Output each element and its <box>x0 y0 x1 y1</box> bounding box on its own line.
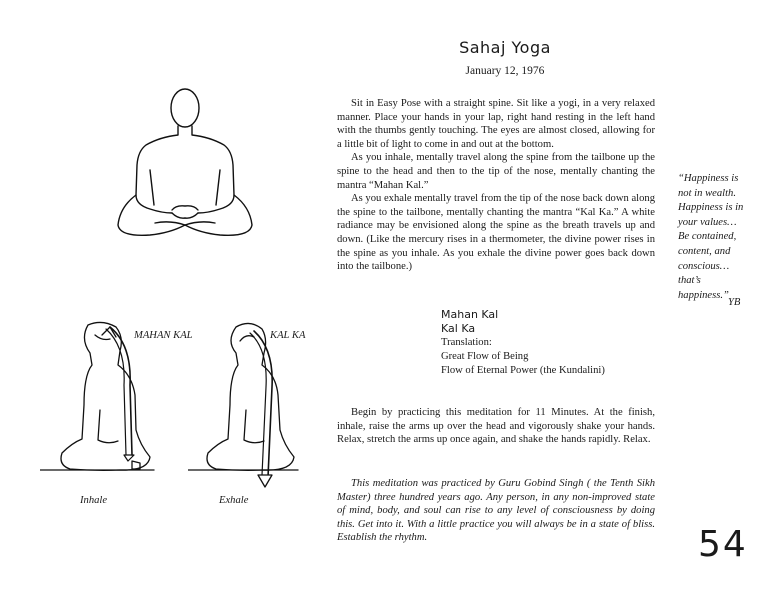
page-number: 54 <box>698 524 748 565</box>
mantra-line-2: Kal Ka <box>441 322 476 335</box>
seated-meditator-illustration <box>110 85 270 270</box>
paragraph-inhale: As you inhale, mentally travel along the spine from the tailbone up the spine to the head and then to the tip of the nose, mentally chanting the mantra “Mahan Kal.” <box>337 152 655 191</box>
quote-line: that’s <box>678 275 701 287</box>
quote-line: “Happiness is <box>678 173 739 184</box>
page-date: January 12, 1976 <box>465 65 545 77</box>
paragraph-history <box>337 477 655 545</box>
quote-line: not in wealth. <box>678 187 736 199</box>
history-text: This meditation was practiced by Guru Gobind Singh ( the Tenth Sikh Master) three hundred years ago. Any person, in any non-improved state of mind, body, and soul can rise to any level of consciousness by doing this. Get into it. With a little practice you will always be in a state of bliss. Establish the rhythm. <box>337 478 655 544</box>
quote-line: happiness.” <box>678 289 729 301</box>
paragraph-practice <box>337 406 655 447</box>
practice-text: Begin by practicing this meditation for 11 Minutes. At the finish, inhale, raise the arms up over the head and vigorously shake your hands. Relax, stretch the arms up once again, and shake the hands rapidly. Relax. <box>337 407 655 446</box>
mahan-kal-label: MAHAN KAL <box>134 330 193 341</box>
quote-line: content, and <box>678 245 731 257</box>
inhale-label: Inhale <box>80 495 108 506</box>
quote-line: conscious… <box>678 260 730 272</box>
side-quote <box>678 172 768 303</box>
exhale-label: Exhale <box>219 495 249 506</box>
mantra-block <box>441 308 605 378</box>
translation-label: Translation: <box>441 337 492 348</box>
translation-line-2: Flow of Eternal Power (the Kundalini) <box>441 365 605 376</box>
instructions-block <box>337 97 655 274</box>
kal-ka-label: KAL KA <box>270 330 306 341</box>
quote-line: Be contained, <box>678 231 737 243</box>
translation-line-1: Great Flow of Being <box>441 351 529 362</box>
paragraph-posture: Sit in Easy Pose with a straight spine. Sit like a yogi, in a very relaxed manner. Place your hands in your lap, right hand resting in the left hand with the thumbs gently touching. The eyes are almost closed, allowing for a little bit of light to come in and out at the bottom. <box>337 98 655 150</box>
quote-author: YB <box>728 297 741 308</box>
paragraph-exhale: As you exhale mentally travel from the tip of the nose back down along the spine to the tailbone, mentally chanting the mantra “Kal Ka.” A white radiance may be envisioned along the spine as the breath travels up and down. (Like the mercury rises in a thermometer, the divine power rises in the spine as you inhale. As you exhale the divine power goes back down into the tailbone.) <box>337 193 655 273</box>
inhale-illustration <box>40 315 155 490</box>
mantra-line-1: Mahan Kal <box>441 308 499 321</box>
quote-line: Happiness is in <box>678 202 744 214</box>
exhale-illustration <box>188 315 308 490</box>
page-title: Sahaj Yoga <box>459 38 551 57</box>
quote-line: your values… <box>678 216 737 228</box>
